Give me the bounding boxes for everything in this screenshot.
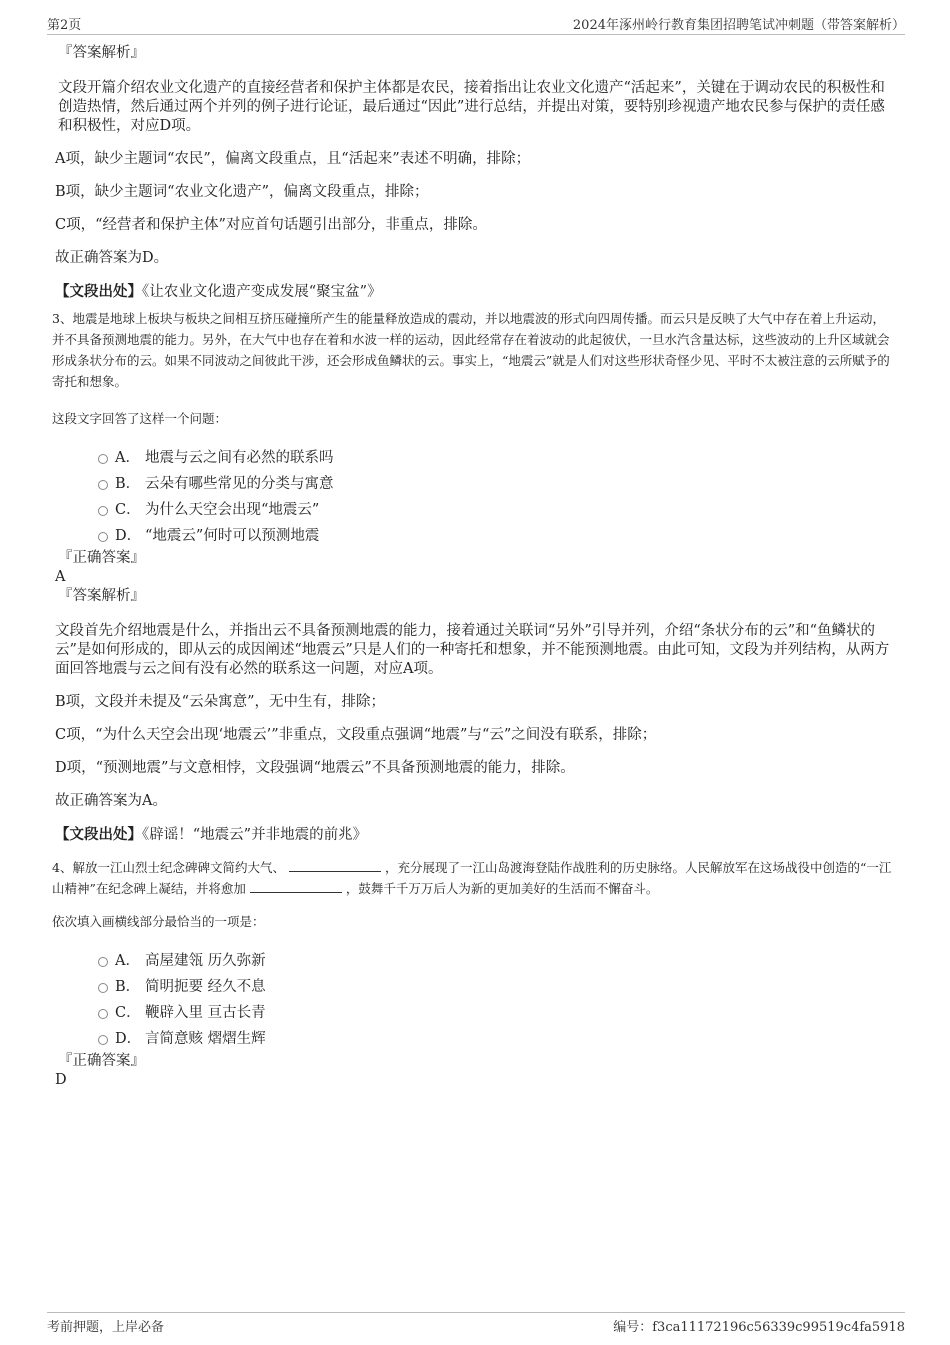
q3-answer-label: 『正确答案』: [58, 550, 145, 566]
page-footer: [47, 1312, 905, 1337]
q4-question: 依次填入画横线部分最恰当的一项是：: [52, 914, 265, 929]
radio-button-icon[interactable]: [98, 454, 108, 464]
q3-question: 这段文字回答了这样一个问题：: [52, 411, 228, 426]
radio-button-icon[interactable]: [98, 983, 108, 993]
q3-answer: A: [55, 569, 66, 585]
q4-answer: D: [55, 1072, 67, 1088]
q2-analysis: 文段开篇介绍农业文化遗产的直接经营者和保护主体都是农民，接着指出让农业文化遗产“活起来”，关键在于调动农民的积极性和创造热情，然后通过两个并列的例子进行论证，最后通过“因此”进行总结，并提出对策，要特别珍视遗产地农民参与保护的责任感和积极性，对应D项。: [58, 80, 885, 134]
q3-option-c[interactable]: C． 为什么天空会出现“地震云”: [55, 497, 895, 523]
q4-answer-label: 『正确答案』: [58, 1053, 145, 1069]
q2-analysis-label: 『答案解析』: [58, 45, 145, 61]
footer-slogan: 考前押题，上岸必备: [47, 1320, 165, 1335]
q3-source: [55, 825, 895, 845]
q4-options: [55, 948, 895, 1052]
q2-option-b-analysis: B项，缺少主题词“农业文化遗产”，偏离文段重点，排除；: [55, 184, 429, 200]
q3-option-b-analysis: B项，文段并未提及“云朵寓意”，无中生有，排除；: [55, 694, 385, 710]
q3-source-title: 《辟谣！“地震云”并非地震的前兆》: [142, 827, 368, 843]
q3-option-b[interactable]: B． 云朵有哪些常见的分类与寓意: [55, 471, 895, 497]
q3-option-d-analysis: D项，“预测地震”与文意相悖，文段强调“地震云”不具备预测地震的能力，排除。: [55, 760, 575, 776]
q3-conclusion: 故正确答案为A。: [55, 793, 167, 809]
document-title: 2024年涿州岭行教育集团招聘笔试冲刺题（带答案解析）: [572, 18, 905, 33]
q4-option-d[interactable]: D． 言简意赅 熠熠生辉: [55, 1026, 895, 1052]
q4-option-b[interactable]: B． 简明扼要 经久不息: [55, 974, 895, 1000]
q3-option-c-analysis: C项，“为什么天空会出现‘地震云’”非重点，文段重点强调“地震”与“云”之间没有联系，排除；: [55, 727, 657, 743]
q3-analysis: 文段首先介绍地震是什么，并指出云不具备预测地震的能力，接着通过关联词“另外”引导并列，介绍“条状分布的云”和“鱼鳞状的云”是如何形成的，即从云的成因阐述“地震云”只是人们的一种寄托和想象，并不能预测地震。由此可知，文段为并列结构，从两方面回答地震与云之间有没有必然的联系这一问题，对应A项。: [55, 623, 890, 677]
page-header: [47, 12, 905, 35]
fill-blank-2: [250, 880, 342, 893]
q3-option-a[interactable]: A． 地震与云之间有必然的联系吗: [55, 445, 895, 471]
radio-button-icon[interactable]: [98, 532, 108, 542]
radio-button-icon[interactable]: [98, 957, 108, 967]
q2-option-c-analysis: C项，“经营者和保护主体”对应首句话题引出部分，非重点，排除。: [55, 217, 487, 233]
q2-source-title: 《让农业文化遗产变成发展“聚宝盆”》: [142, 284, 382, 300]
q2-option-a-analysis: A项，缺少主题词“农民”，偏离文段重点，且“活起来”表述不明确，排除；: [55, 151, 531, 167]
q3-options: [55, 445, 895, 549]
q3-analysis-label: 『答案解析』: [58, 588, 145, 604]
q2-source: [55, 282, 895, 302]
q2-source-label: 【文段出处】: [55, 283, 142, 300]
page-number: 第2页: [47, 18, 82, 33]
radio-button-icon[interactable]: [98, 480, 108, 490]
radio-button-icon[interactable]: [98, 1009, 108, 1019]
q4-option-a[interactable]: A． 高屋建瓴 历久弥新: [55, 948, 895, 974]
document-code: 编号：f3ca11172196c56339c99519c4fa5918: [613, 1320, 905, 1335]
q3-option-d[interactable]: D． “地震云”何时可以预测地震: [55, 523, 895, 549]
q3-stem: 3、地震是地球上板块与板块之间相互挤压碰撞所产生的能量释放造成的震动，并以地震波的形式向四周传播。而云只是反映了大气中存在着上升运动，并不具备预测地震的能力。另外，在大气中也存在着和水波一样的运动，因此经常存在着波动的此起彼伏，一旦水汽含量达标，这些波动的上升区域就会形成条状分布的云。如果不同波动之间彼此干涉，还会形成鱼鳞状的云。事实上，“地震云”就是人们对这些形状奇怪少见、平时不太被注意的云所赋予的寄托和想象。: [52, 311, 890, 389]
q2-conclusion: 故正确答案为D。: [55, 250, 169, 266]
page-content: [52, 44, 895, 1090]
radio-button-icon[interactable]: [98, 506, 108, 516]
radio-button-icon[interactable]: [98, 1035, 108, 1045]
q4-option-c[interactable]: C． 鞭辟入里 亘古长青: [55, 1000, 895, 1026]
q3-source-label: 【文段出处】: [55, 826, 142, 843]
q4-stem: 4、解放一江山烈士纪念碑碑文简约大气、 ，充分展现了一江山岛渡海登陆作战胜利的历史脉络。人民解放军在这场战役中创造的“一江山精神”在纪念碑上凝结，并将愈加 ，鼓舞千千万万后人为新的更加美好的生活而不懈奋斗。: [52, 860, 892, 896]
fill-blank-1: [289, 859, 381, 872]
